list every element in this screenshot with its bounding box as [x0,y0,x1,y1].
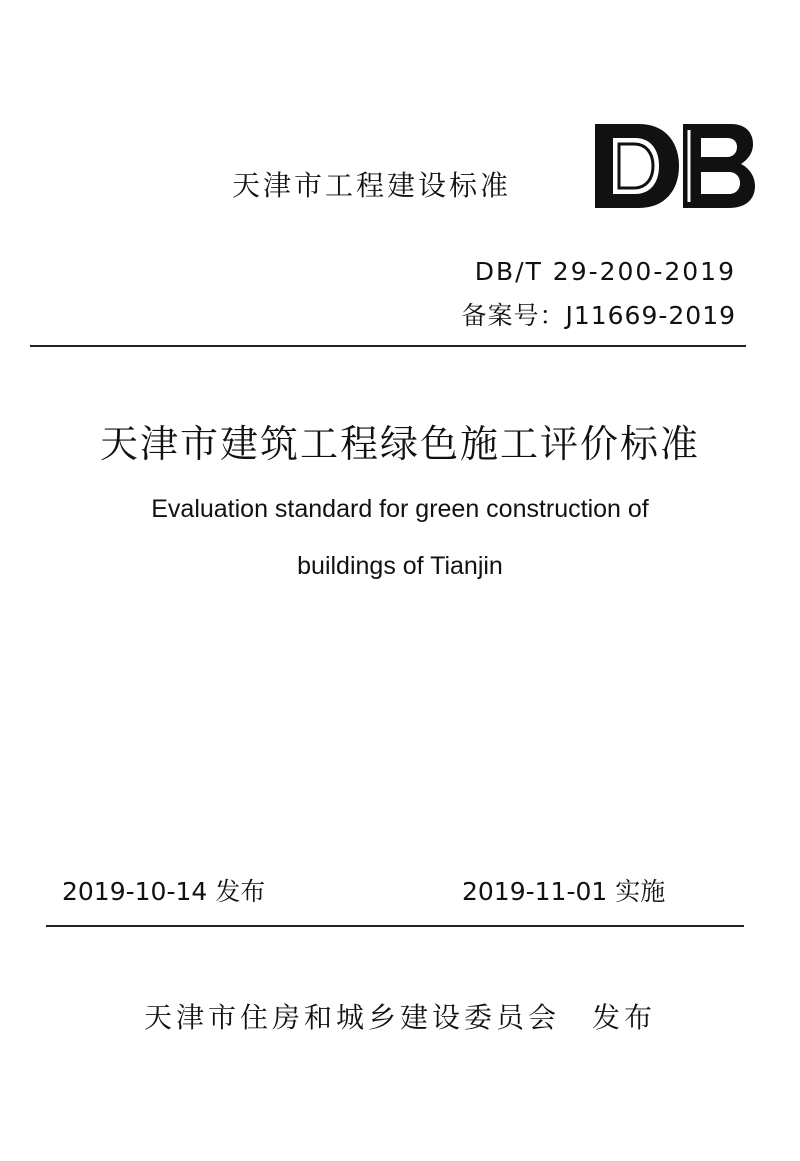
issue-date: 2019-10-14 发布 [62,877,266,906]
document-title-english-line2: buildings of Tianjin [297,552,503,580]
record-number: 备案号：J11669-2019 [461,301,736,330]
top-divider [30,345,746,347]
document-title-chinese: 天津市建筑工程绿色施工评价标准 [99,422,700,466]
standard-code: DB/T 29-200-2019 [474,257,736,286]
series-title: 天津市工程建设标准 [232,169,512,202]
publisher: 天津市住房和城乡建设委员会 发布 [143,1001,656,1034]
implementation-date: 2019-11-01 实施 [462,877,666,906]
bottom-divider [46,925,744,927]
db-logo [593,122,757,210]
document-title-english-line1: Evaluation standard for green construction of [151,495,649,523]
